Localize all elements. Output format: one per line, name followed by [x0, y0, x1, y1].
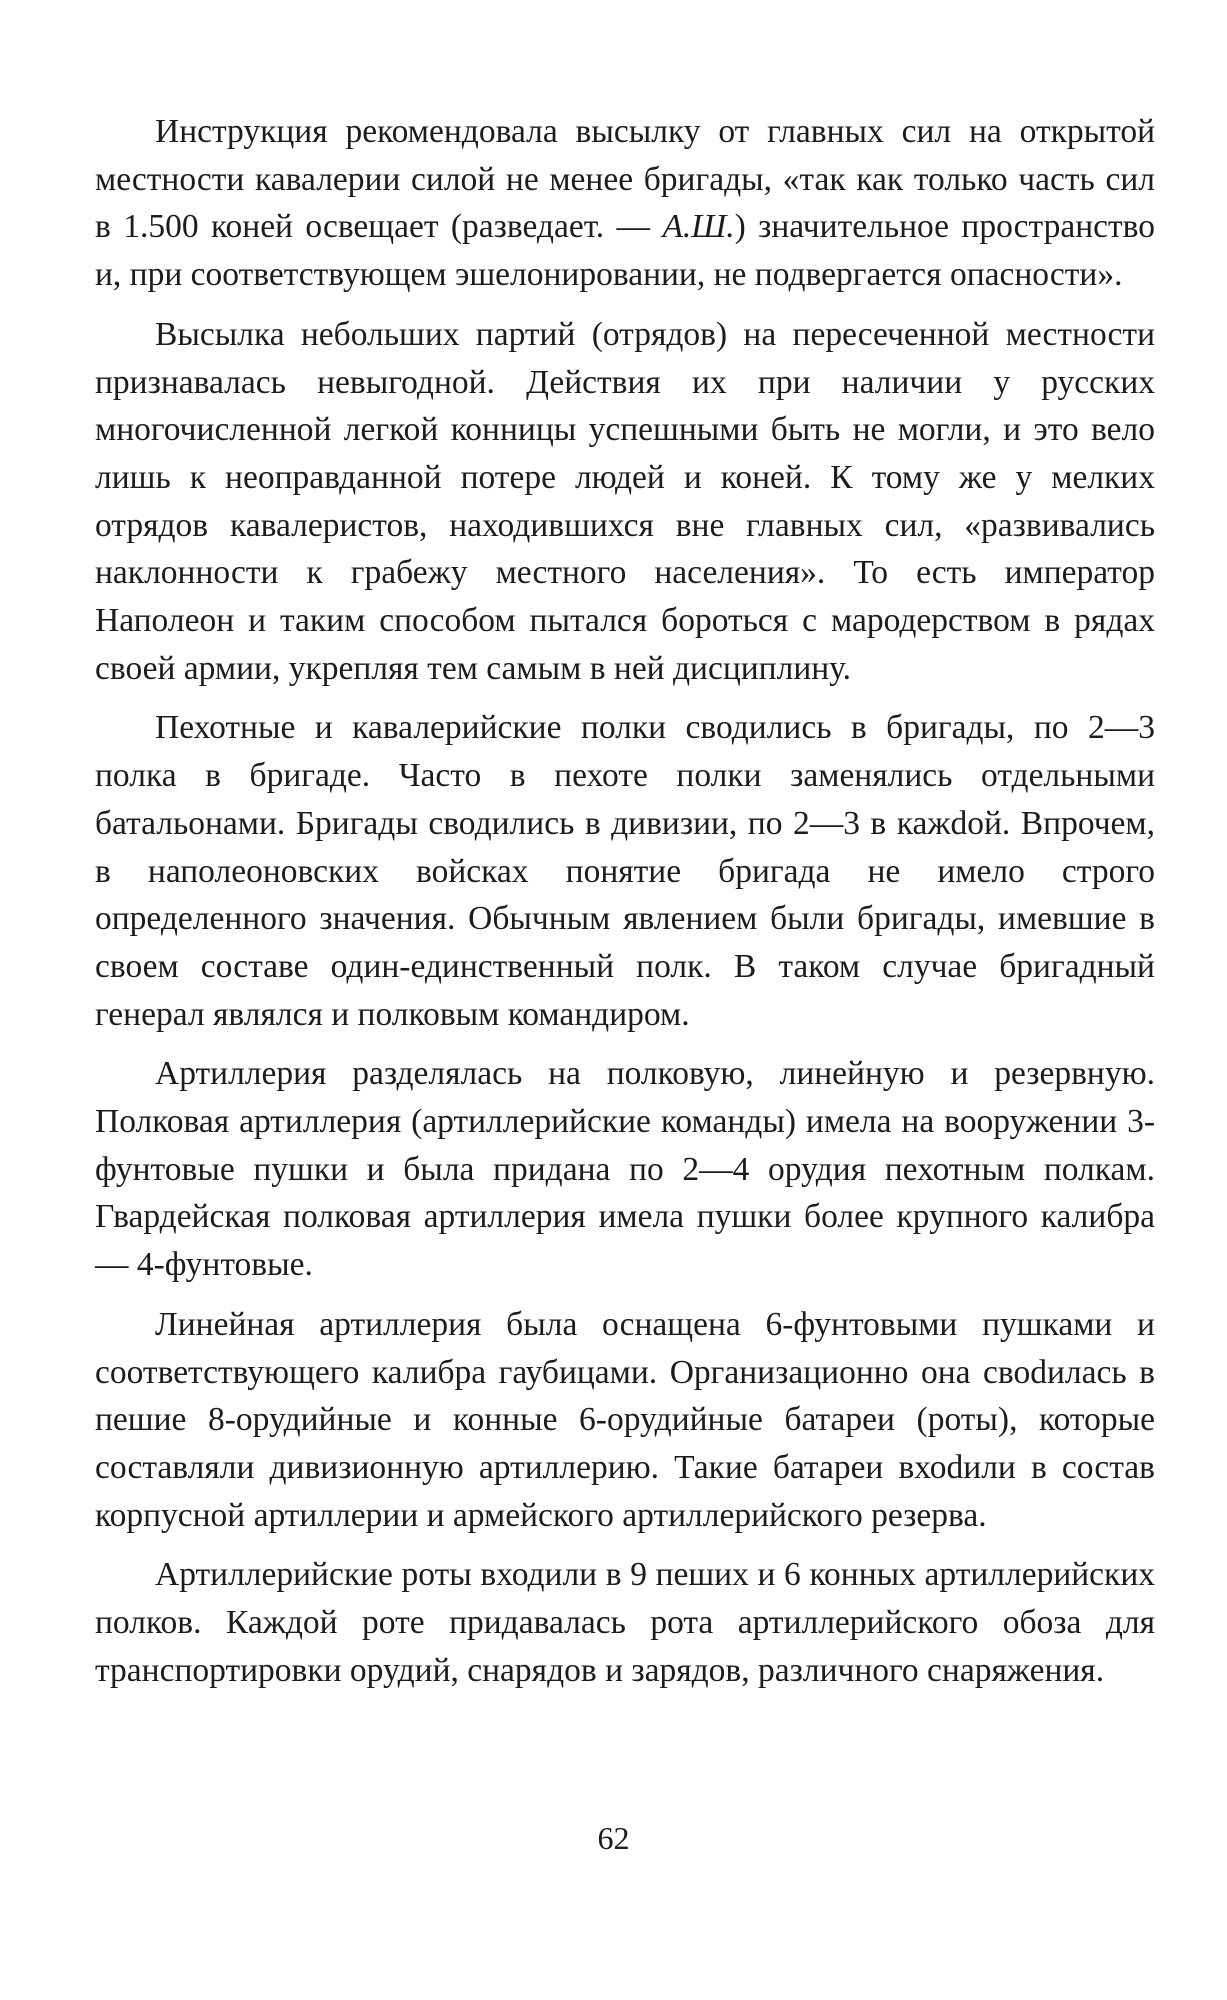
page-number: 62: [597, 1820, 630, 1856]
paragraph-text-part: ) значительное пространство и, при соответствующем эшелонировании, не подвергается опасности».: [95, 208, 1155, 294]
paragraph-artillery: Артиллерия разделялась на полковую, линейную и резервную. Полковая артиллерия (артиллерийские команды) имела на вооружении 3-фунтовые пушки и была придана по 2—4 орудия пехотным полкам. Гвардейская полковая артиллерия имела пушки более крупного калибра — 4-фунтовые.: [95, 1055, 1155, 1284]
author-initials: А.Ш.: [662, 208, 735, 246]
paragraph-text-part: Инструкция рекомендовала высылку от главных сил на открытой местности кавалерии силой не менее бригады, «так как только часть сил в 1.500 коней освещает (разведает. —: [95, 113, 1155, 246]
body-text: [95, 108, 1155, 1707]
paragraph-small-detachments: Высылка небольших партий (отрядов) на пересеченной местности признавалась невыгодной. Действия их при наличии у русских многочисленной легкой конницы успешными быть не могли, и это вело лишь к неоправданной потере людей и коней. К тому же у мелких отрядов кавалеристов, находившихся вне главных сил, «развивались наклонности к грабежу местного населения». То есть император Наполеон и таким способом пытался бороться с мародерством в рядах своей армии, укрепляя тем самым в ней дисциплину.: [95, 315, 1155, 687]
paragraph-artillery-companies: Артиллерийские роты входили в 9 пеших и 6 конных артиллерийских полков. Каждой роте придавалась рота артиллерийского обоза для транспортировки орудий, снарядов и зарядов, различного снаряжения.: [95, 1556, 1155, 1689]
paragraph-brigades: Пехотные и кавалерийские полки сводились в бригады, по 2—3 полка в бригаде. Часто в пехоте полки заменялись отдельными батальонами. Бригады сводились в дивизии, по 2—3 в кажdой. Впрочем, в наполеоновских войсках понятие бригада не имело строго определенного значения. Обычным явлением были бригады, имевшие в своем составе один-единственный полк. В таком случае бригадный генерал являлся и полковым командиром.: [95, 709, 1155, 1033]
paragraph-line-artillery: Линейная артиллерия была оснащена 6-фунтовыми пушками и соответствующего калибра гаубицами. Организационно она своdилась в пешие 8-орудийные и конные 6-орудийные батареи (роты), которые составляли дивизионную артиллерию. Такие батареи вхоdили в состав корпусной артиллерии и армейского артиллерийского резерва.: [95, 1305, 1155, 1534]
paragraph-instruction: [95, 108, 1155, 299]
